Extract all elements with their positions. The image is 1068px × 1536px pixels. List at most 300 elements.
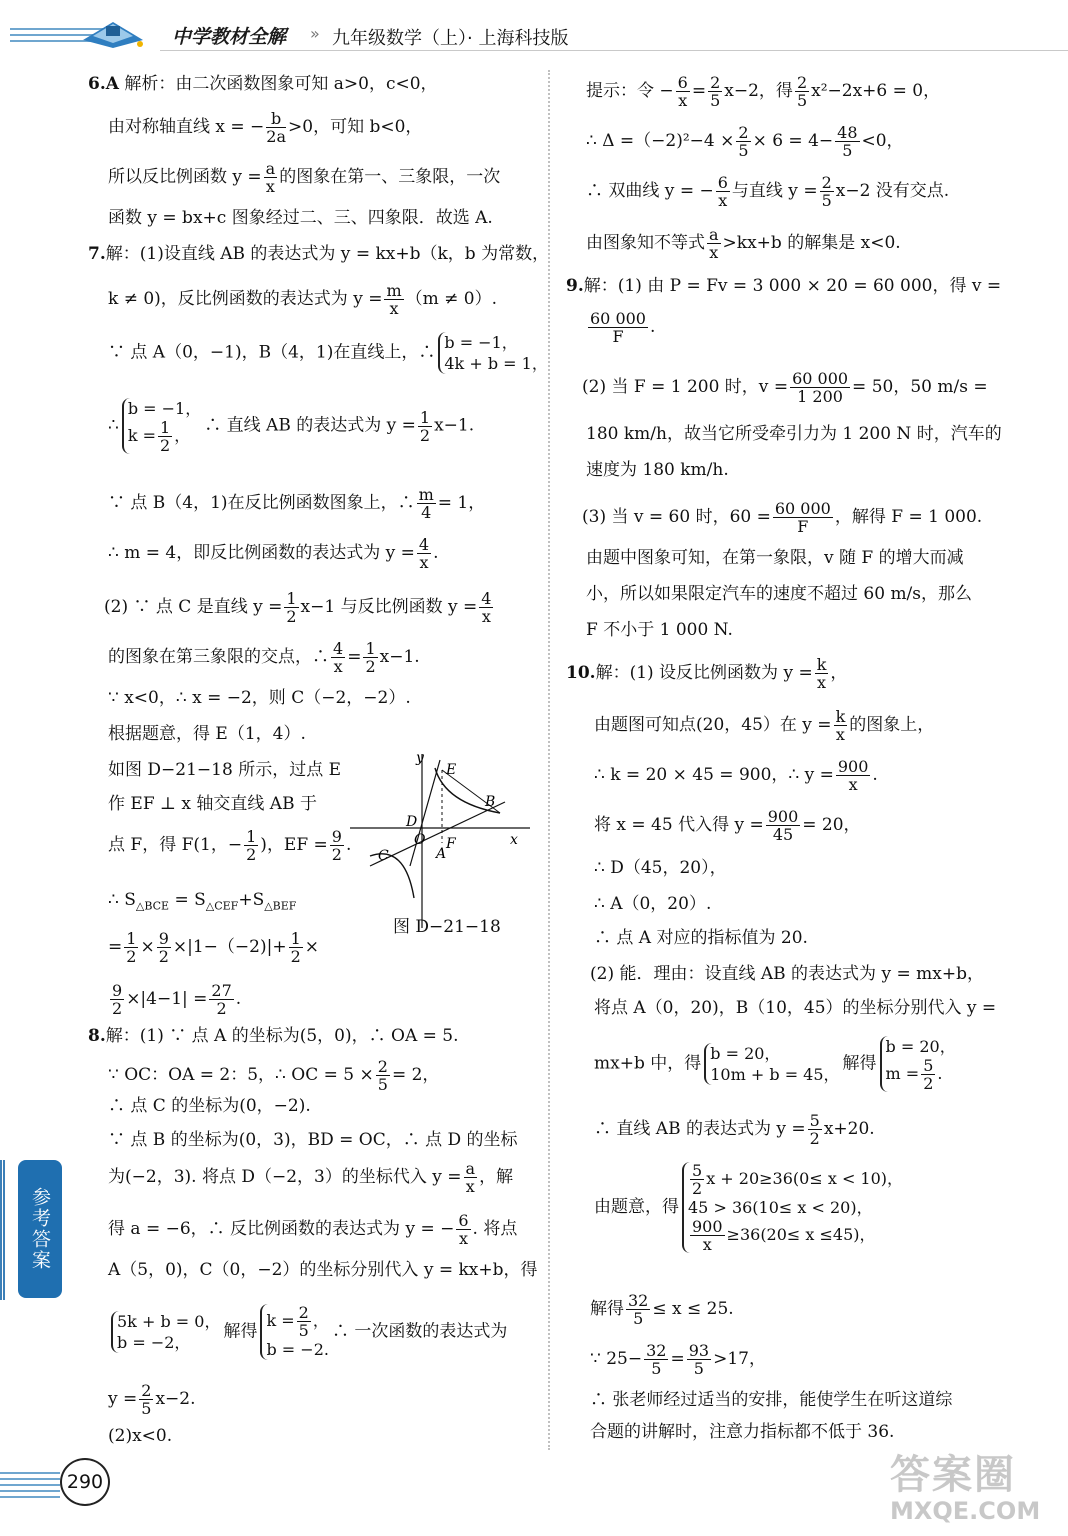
text: x−2，得 [724,81,793,101]
text: >0，可知 b<0， [288,117,423,137]
text: ∴ Δ =（−2)²−4 × [586,131,735,151]
text: 将 x = 45 代入得 y = [594,815,764,835]
book-subtitle: 九年级数学（上）· 上海科技版 [332,28,569,49]
denominator: 2 [331,845,342,864]
text: ∵ 点 B（4，1)在反比例函数图象上，∴ [108,493,415,513]
fraction [773,500,833,535]
numerator: 1 [126,929,137,948]
text: = [108,937,123,957]
numerator: 5 [923,1056,934,1075]
text: ∴ 双曲线 y = − [586,181,714,201]
left-line-22 [108,1058,439,1093]
equation: b = 20， [710,1044,781,1063]
left-line-28 [108,1304,507,1360]
denominator: x [481,607,491,626]
watermark-top: 答案圈 [890,1452,1016,1498]
fraction [289,930,303,965]
fraction [795,74,809,109]
equation: b = −2. [266,1340,329,1359]
denominator: F [797,517,809,536]
graph-figure [350,748,540,930]
text: . [937,1064,943,1083]
text: ∴ 直线 AB 的表达式为 y = [594,1119,806,1139]
equation: b = 20， [885,1037,956,1056]
fraction [766,808,801,843]
text: ，解 [479,1167,514,1187]
left-line-3 [108,160,500,195]
fraction [690,1162,704,1197]
denominator: 2a [266,127,287,146]
problem-number: 7. [88,244,106,264]
left-line-9 [108,486,485,521]
text: × 6 = 4− [752,131,834,151]
text: = 1， [437,493,486,513]
text: × [140,937,155,957]
denominator: 2 [286,607,297,626]
header-rule [160,50,1068,51]
left-line-10 [108,536,438,571]
equation: b = −1， [444,333,518,352]
numerator: a [465,1159,476,1178]
right-line-9: 速度为 180 km/h. [586,460,729,480]
text: 解：(1) 设反比例函数为 y = [595,663,813,683]
problem-number: 6.A [88,74,119,94]
numerator: 900 [837,757,869,776]
text: x−1. [379,647,420,667]
right-line-25 [594,1162,906,1253]
text: (2) ∵ 点 C 是直线 y = [104,597,283,617]
left-line-13: ∵ x<0，∴ x = −2，则 C（−2，−2）. [108,688,411,708]
label-f: F [446,836,456,852]
inequality [688,1218,903,1253]
problem-number: 10. [566,663,596,683]
numerator: 2 [821,173,832,192]
text: y = [108,1389,138,1409]
numerator: a [709,225,719,244]
text: ∴ m = 4，即反比例函数的表达式为 y = [108,543,415,563]
left-line-24: ∵ 点 B 的坐标为(0，3)，BD = OC，∴ 点 D 的坐标 [108,1130,518,1150]
fraction [835,124,859,159]
fraction [834,708,848,743]
text: 解得 [842,1053,877,1074]
text: >17， [713,1349,766,1369]
denominator: 2 [112,999,123,1018]
denominator: x [709,243,719,262]
text: x+20. [823,1119,875,1139]
text: ×|4−1| = [126,989,208,1009]
numerator: 27 [211,981,232,1000]
fraction [921,1057,935,1092]
text: 由图象知不等式 [586,233,705,253]
text: = [347,647,362,667]
fraction [417,486,436,521]
fraction [836,758,871,793]
denominator: 5 [796,91,808,110]
text: = 50，50 m/s = [852,377,988,397]
subscript: △BCE [135,899,170,913]
equation: 10m + b = 45， [710,1065,840,1084]
numerator: 4 [418,535,430,554]
left-line-18 [108,890,296,916]
text: x−2. [155,1389,196,1409]
text: 提示：令 − [586,81,674,101]
book-title: 中学教材全解 [172,26,287,48]
denominator: x [848,775,858,794]
text: 的图象上， [849,715,935,735]
left-line-20 [108,982,241,1017]
right-line-2 [586,124,904,159]
right-line-6 [586,310,655,345]
denominator: 5 [738,141,749,160]
label-d: D [406,814,418,830]
label-b: B [485,794,496,810]
numerator: 1 [246,827,257,846]
numerator: 93 [688,1341,710,1360]
label-c: C [378,848,389,864]
numerator: 48 [837,123,858,142]
watermark-bottom: MXQE.COM [890,1497,1041,1525]
left-line-1 [88,74,438,94]
text: ≤ x ≤ 25. [652,1299,734,1319]
fraction [588,310,648,345]
text: <0， [861,131,904,151]
fraction [284,590,298,625]
left-line-14: 根据题意，得 E（1，4）. [108,724,306,744]
left-line-5 [88,244,549,264]
denominator: x [465,1177,475,1196]
fraction [363,640,377,675]
numerator: 5 [809,1111,820,1130]
denominator: x [678,91,688,110]
left-line-21 [88,1026,459,1046]
numerator: 6 [458,1211,469,1230]
equation-system [122,398,201,454]
text: x−1 与反比例函数 y = [300,597,478,617]
fraction [124,930,138,965]
fraction [464,1160,478,1195]
inequality: 45 > 36(10≤ x < 20)， [688,1198,873,1217]
subscript: △CEF [205,899,239,913]
right-line-24 [594,1112,875,1147]
numerator: 32 [646,1341,667,1360]
denominator: x [702,1235,712,1254]
text: = 2， [391,1065,440,1085]
side-tab-lines [0,1160,8,1300]
left-line-6 [108,282,497,317]
text: × [304,937,320,957]
text: 解：(1) 由 P = Fv = 3 000 × 20 = 60 000，得 v = [583,276,1002,296]
denominator: x [718,191,728,210]
text: 点 F，得 F [108,835,194,855]
fraction [157,930,171,965]
fraction [456,1212,470,1247]
right-line-4 [586,226,901,261]
equation-system [880,1036,956,1092]
numerator: 2 [377,1057,388,1076]
left-line-30: (2)x<0. [108,1426,173,1446]
denominator: 2 [692,1179,703,1198]
text: mx+b 中，得 [594,1053,702,1074]
fraction [716,174,730,209]
book-logo-icon [78,10,148,50]
fraction [687,1342,711,1377]
left-line-15: 如图 D−21−18 所示，过点 E [108,760,342,780]
numerator: m [386,281,402,300]
numerator: 9 [112,981,123,1000]
equation: b = −2， [117,1333,191,1352]
denominator: 5 [710,91,721,110]
right-line-29: 合题的讲解时，注意力指标都不低于 36. [590,1422,895,1442]
equation-system [111,1311,220,1353]
text: ， [174,426,191,445]
denominator: 2 [160,436,171,455]
fraction [264,160,278,195]
equation [128,419,201,454]
text: ， [312,1311,329,1330]
denominator: 2 [126,947,137,966]
denominator: 5 [842,141,853,160]
text: ∴ S [108,890,136,910]
denominator: 4 [421,503,432,522]
denominator: 2 [923,1074,934,1093]
left-line-23: ∴ 点 C 的坐标为(0，−2). [108,1096,311,1116]
fraction [417,536,431,571]
denominator: 2 [246,845,257,864]
right-line-15 [594,708,934,743]
right-line-11: 由题中图象可知，在第一象限，v 随 F 的增大而减 [586,548,964,568]
text: >kx+b 的解集是 x<0. [722,233,901,253]
fraction [708,74,722,109]
column-divider [548,70,550,1450]
text: ≥36(20≤ x ≤45)， [726,1225,876,1244]
fraction [158,419,172,454]
fraction [707,226,721,261]
left-line-7 [108,332,551,374]
text: 的图象在第三象限的交点，∴ [108,647,329,667]
text: 得 a = −6，∴ 反比例函数的表达式为 y = − [108,1219,455,1239]
numerator: m [418,485,434,504]
text: . [872,765,878,785]
equation: 5k + b = 0， [117,1312,221,1331]
denominator: 5 [298,1321,309,1340]
right-line-10 [582,500,982,535]
numerator: b [266,110,286,128]
denominator: 2 [290,947,301,966]
subscript: △BEF [264,899,297,913]
header-arrow: » [310,24,320,43]
label-e: E [446,762,457,778]
label-y: y [416,750,424,766]
text: 为(−2，3). 将点 D（−2，3）的坐标代入 y = [108,1167,462,1187]
right-line-20: ∴ 点 A 对应的指标值为 20. [594,928,808,948]
text: 解析：由二次函数图象可知 a>0，c<0， [124,74,438,94]
denominator: x [817,673,827,692]
fraction [384,282,403,317]
right-line-5 [566,276,1001,296]
right-line-12: 小，所以如果限定汽车的速度不超过 60 m/s，那么 [586,584,973,604]
denominator: x [265,177,275,196]
numerator: k [835,707,846,726]
equation-system [438,332,547,374]
left-line-4: 函数 y = bx+c 图象经过二、三、四象限．故选 A. [108,208,493,228]
text: = S [169,890,206,910]
text: . [345,835,352,855]
denominator: x [835,725,845,744]
numerator: k [816,655,827,674]
watermark [890,1452,1060,1532]
side-tab-label: 参考答案 [18,1160,62,1298]
fraction [626,1292,650,1327]
text: 解得 [590,1299,624,1319]
inequality-system [682,1162,903,1253]
problem-number: 8. [88,1026,106,1046]
right-line-21: (2) 能．理由：设直线 AB 的表达式为 y = mx+b， [590,964,984,984]
text: 由对称轴直线 x = − [108,117,265,137]
fraction [815,656,829,691]
fraction [418,409,432,444]
denominator: 5 [377,1075,388,1094]
text: 的图象在第一、三象限，一次 [279,167,501,187]
right-line-28: ∴ 张老师经过适当的安排，能使学生在听这道综 [590,1390,953,1410]
text: x−2 没有交点. [835,181,950,201]
text: ∵ 点 A（0，−1)，B（4，1)在直线上，∴ [108,342,436,363]
text: x + 20≥36(0≤ x < 10)， [706,1169,904,1188]
denominator: 2 [216,999,227,1018]
fraction [736,124,750,159]
fraction [690,1218,725,1253]
text: = [670,1349,685,1369]
numerator: 4 [481,589,492,608]
problem-number: 9. [566,276,584,296]
fraction [330,828,344,863]
text: (2) 当 F = 1 200 时，v = [582,377,789,397]
text: ，解得 F = 1 000. [834,507,983,527]
fraction [244,828,258,863]
right-line-1 [586,74,940,109]
right-line-14 [566,656,847,691]
fraction [820,174,834,209]
label-a: A [436,846,447,862]
text: x−1. [434,415,475,436]
text: 所以反比例函数 y = [108,167,262,187]
left-line-19 [108,930,319,965]
denominator: x [389,299,399,318]
left-line-8 [108,398,474,454]
hyperbola-branch-2 [370,854,414,898]
denominator: 5 [821,191,832,210]
denominator: 2 [365,657,376,676]
text: 由题意，得 [594,1197,679,1217]
right-line-16 [594,758,878,793]
text: 解：(1) ∵ 点 A 的坐标为(5，0)，∴ OA = 5. [105,1026,459,1046]
text: ∴ 一次函数的表达式为 [331,1321,508,1342]
numerator: 32 [628,1291,649,1310]
text: = [691,81,707,101]
fraction [209,982,233,1017]
denominator: 2 [158,947,169,966]
text: （m ≠ 0）. [405,289,498,309]
fraction [297,1304,311,1339]
text: x²−2x+6 = 0， [811,81,941,101]
fraction [110,982,124,1017]
numerator: 2 [141,1381,152,1400]
numerator: 1 [160,418,171,437]
text: k = [266,1311,295,1330]
text: m = [885,1064,920,1083]
left-line-25 [108,1160,513,1195]
left-line-2 [108,110,422,145]
equation-system [260,1304,329,1360]
label-o: O [414,832,426,848]
text: ∵ 25− [590,1349,643,1369]
text: +S [238,890,265,910]
fraction [676,74,690,109]
fraction [808,1112,822,1147]
numerator: 60 000 [792,369,849,388]
text: 解得 [223,1321,258,1342]
denominator: F [612,327,624,346]
right-line-17 [594,808,861,843]
equation [886,1057,956,1092]
denominator: x [333,657,343,676]
text: 1，− [200,835,243,855]
denominator: 45 [772,825,794,844]
left-line-16: 作 EF ⊥ x 轴交直线 AB 于 [108,794,317,814]
denominator: 5 [141,1399,152,1418]
left-line-27: A（5，0)，C（0，−2）的坐标分别代入 y = kx+b，得 [108,1260,538,1280]
denominator: 5 [693,1359,704,1378]
denominator: 1 200 [797,387,843,406]
page-number: 290 [60,1458,110,1506]
text: ， [830,663,848,683]
text: . 将点 [472,1219,518,1239]
denominator: 5 [633,1309,644,1328]
right-line-27 [590,1342,766,1377]
numerator: 9 [158,929,169,948]
text: ，EF = [266,835,328,855]
equation: 4k + b = 1， [444,354,548,373]
fraction [790,370,850,405]
right-line-19: ∴ A（0，20）. [594,894,712,914]
left-line-17: 点 F，得 F(1，− $\frac{1}{2}$ )，EF = $\frac{9}{2}$ . [108,827,352,864]
inequality [688,1162,903,1197]
footer-decoration-lines [0,1472,60,1512]
numerator: 6 [717,173,728,192]
text: 由题图可知点(20，45）在 y = [594,715,832,735]
left-line-11 [104,590,495,625]
fraction [331,640,345,675]
fraction [479,590,493,625]
text: ∵ OC：OA = 2：5，∴ OC = 5 × [108,1065,374,1085]
figure-caption: 图 D−21−18 [393,917,501,937]
text: (3) 当 v = 60 时，60 = [582,507,771,527]
numerator: 5 [692,1161,703,1180]
text: . [433,543,439,563]
fraction [376,1058,390,1093]
page-header [0,0,1068,56]
text: . [235,989,242,1009]
fraction [139,1382,153,1417]
left-line-29 [108,1382,196,1417]
right-line-8: 180 km/h，故当它所受牵引力为 1 200 N 时，汽车的 [586,424,1002,444]
side-tab [0,1160,66,1300]
numerator: 2 [710,73,721,92]
right-line-23 [594,1036,959,1092]
equation-system [704,1043,839,1085]
left-line-26 [108,1212,517,1247]
text: ∴ [108,415,119,436]
denominator: 2 [809,1129,820,1148]
